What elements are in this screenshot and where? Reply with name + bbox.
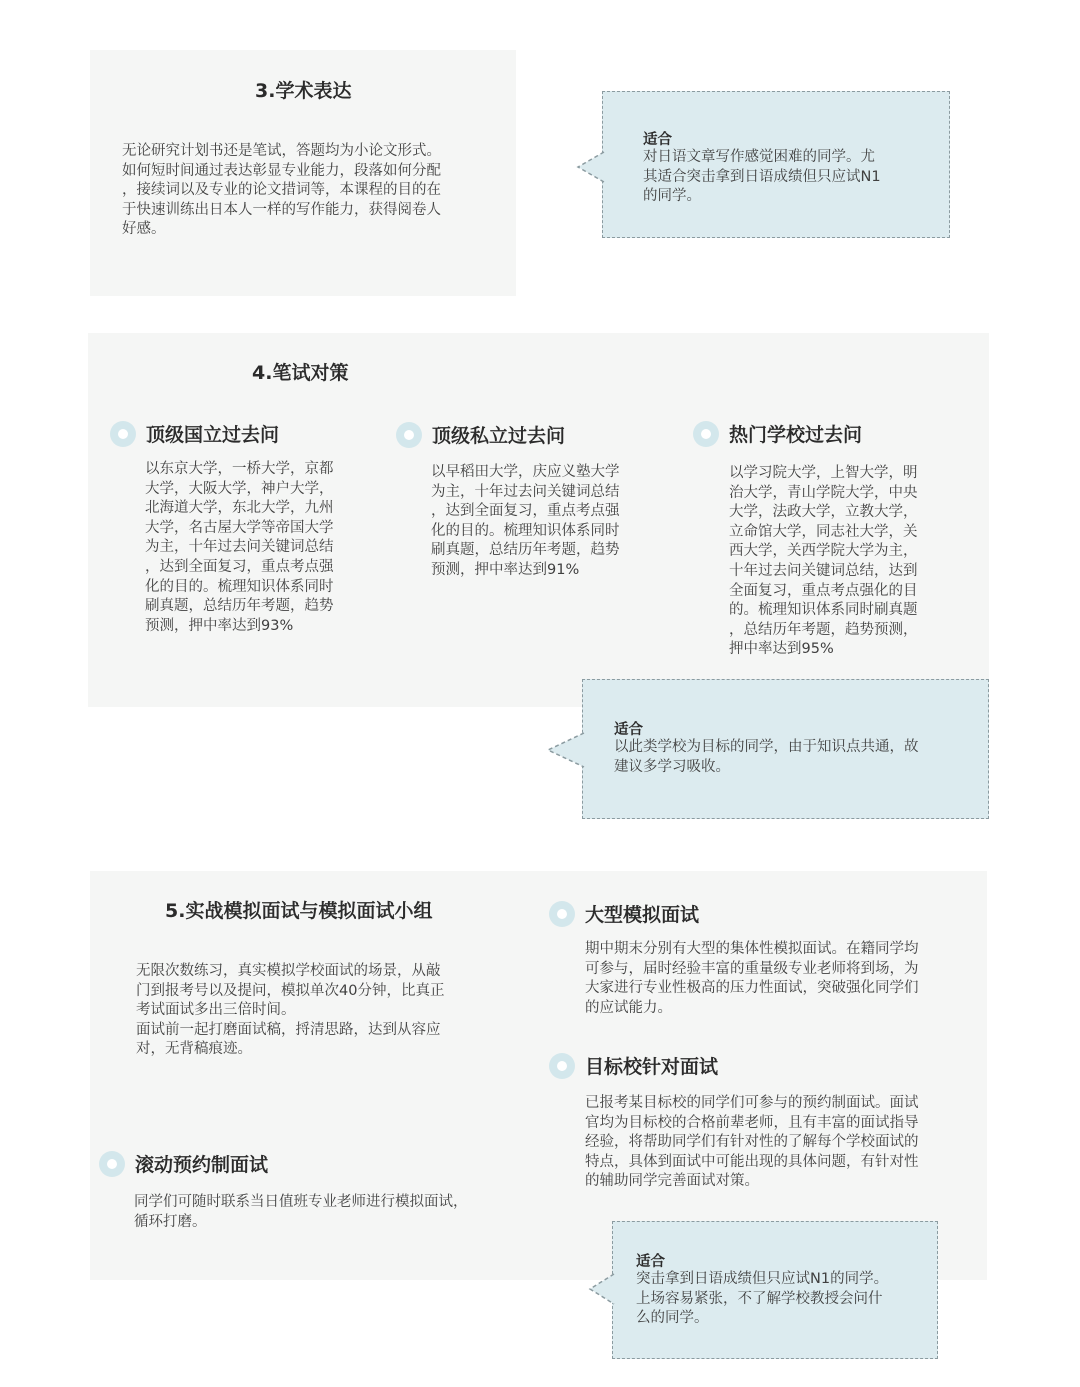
section-4-col-popular-title: 热门学校过去问 <box>729 424 863 446</box>
section-5-intro-line: 对，无背稿痕迹。 <box>136 1041 252 1058</box>
body-line: ，达到全面复习，重点考点强 <box>431 503 620 520</box>
body-line: 的。梳理知识体系同时刷真题 <box>729 602 918 619</box>
section-5-callout-line: 么的同学。 <box>636 1310 709 1327</box>
section-3-callout <box>602 91 950 238</box>
section-4-col-national-body <box>145 460 334 636</box>
circle-bullet-icon <box>693 421 719 447</box>
body-line: 以早稻田大学，庆应义塾大学 <box>431 464 620 480</box>
circle-bullet-icon <box>396 422 422 448</box>
section-5-title: 5.实战模拟面试与模拟面试小组 <box>165 900 433 922</box>
circle-bullet-icon <box>110 421 136 447</box>
body-line: 大家进行专业性极高的压力性面试，突破强化同学们 <box>585 980 919 997</box>
section-5-intro-line: 面试前一起打磨面试稿，捋清思路，达到从容应 <box>136 1021 441 1038</box>
section-4-callout-pointer <box>546 731 586 769</box>
body-line: 治大学，青山学院大学，中央 <box>729 484 918 501</box>
body-line: 十年过去问关键词总结，达到 <box>729 562 918 579</box>
section-5-large-title: 大型模拟面试 <box>585 904 700 926</box>
section-4-callout-line: 以此类学校为目标的同学，由于知识点共通，故 <box>614 739 919 755</box>
body-line: 大学，名古屋大学等帝国大学 <box>145 519 334 536</box>
body-line: 预测，押中率达到93% <box>145 617 294 634</box>
section-5-intro-line: 考试面试多出三倍时间。 <box>136 1002 296 1019</box>
body-line: 特点，具体到面试中可能出现的具体问题，有针对性 <box>585 1153 919 1170</box>
section-3-body-line: ，接续词以及专业的论文措词等，本课程的目的在 <box>122 182 441 199</box>
circle-bullet-icon <box>549 1053 575 1079</box>
body-line: 以东京大学，一桥大学，京都 <box>145 461 334 477</box>
body-line: 循环打磨。 <box>134 1213 207 1230</box>
body-line: ，总结历年考题，趋势预测， <box>729 621 918 638</box>
body-line: ，达到全面复习，重点考点强 <box>145 558 334 575</box>
section-5-callout-text <box>636 1270 888 1329</box>
section-5-large-body <box>585 940 919 1018</box>
body-line: 为主，十年过去问关键词总结 <box>145 539 334 556</box>
section-3-body-line: 如何短时间通过表达彰显专业能力，段落如何分配 <box>122 162 441 179</box>
section-3-callout-line: 的同学。 <box>643 188 701 205</box>
body-line: 大学，法政大学，立教大学， <box>729 504 918 521</box>
section-5-rolling-title: 滚动预约制面试 <box>135 1154 269 1176</box>
section-4-col-national <box>110 420 279 447</box>
section-5-callout-label: 适合 <box>636 1254 665 1270</box>
section-4-col-popular <box>693 420 862 447</box>
body-line: 可参与，届时经验丰富的重量级专业老师将到场，为 <box>585 960 919 977</box>
section-4-col-popular-body <box>729 464 918 660</box>
body-line: 经验，将帮助同学们有针对性的了解每个学校面试的 <box>585 1134 919 1151</box>
body-line: 期中期末分别有大型的集体性模拟面试。在籍同学均 <box>585 941 919 957</box>
section-4-title: 4.笔试对策 <box>252 362 349 384</box>
section-3-body-line: 好感。 <box>122 221 166 238</box>
section-5-rolling-body <box>134 1193 468 1232</box>
section-5-intro-line: 无限次数练习，真实模拟学校面试的场景，从敲 <box>136 963 441 979</box>
section-5-rolling <box>99 1150 268 1177</box>
section-3-body <box>122 142 441 240</box>
section-4-callout-label: 适合 <box>614 722 643 738</box>
section-5-target-title: 目标校针对面试 <box>585 1056 719 1078</box>
body-line: 同学们可随时联系当日值班专业老师进行模拟面试， <box>134 1194 468 1210</box>
section-5-callout-line: 上场容易紧张，不了解学校教授会问什 <box>636 1290 883 1307</box>
body-line: 官均为目标校的合格前辈老师，且有丰富的面试指导 <box>585 1114 919 1131</box>
section-4-col-national-title: 顶级国立过去问 <box>146 424 280 446</box>
section-4-callout-line: 建议多学习吸收。 <box>614 758 730 775</box>
body-line: 立命馆大学，同志社大学，关 <box>729 523 918 540</box>
section-5-target-body <box>585 1094 919 1192</box>
section-3-body-line: 于快速训练出日本人一样的写作能力，获得阅卷人 <box>122 201 441 218</box>
body-line: 为主，十年过去问关键词总结 <box>431 483 620 500</box>
circle-bullet-icon <box>549 901 575 927</box>
body-line: 化的目的。梳理知识体系同时 <box>145 578 334 595</box>
section-3-callout-text <box>643 148 881 207</box>
section-4-callout-text <box>614 738 919 777</box>
section-3-callout-line: 对日语文章写作感觉困难的同学。尤 <box>643 149 875 165</box>
body-line: 押中率达到95% <box>729 641 834 658</box>
body-line: 全面复习，重点考点强化的目 <box>729 582 918 599</box>
section-5-callout-pointer <box>588 1272 616 1306</box>
body-line: 以学习院大学，上智大学，明 <box>729 465 918 481</box>
body-line: 北海道大学，东北大学，九州 <box>145 500 334 517</box>
section-3-callout-line: 其适合突击拿到日语成绩但只应试N1 <box>643 168 881 185</box>
section-3-body-line: 无论研究计划书还是笔试，答题均为小论文形式。 <box>122 143 441 159</box>
section-5-target <box>549 1052 718 1079</box>
section-4-col-private-title: 顶级私立过去问 <box>432 425 566 447</box>
body-line: 的应试能力。 <box>585 999 672 1016</box>
section-4-col-private <box>396 421 565 448</box>
section-5-callout <box>612 1221 938 1359</box>
section-3-callout-pointer <box>576 150 606 184</box>
section-4-col-private-body <box>431 463 620 581</box>
section-5-callout-line: 突击拿到日语成绩但只应试N1的同学。 <box>636 1271 889 1287</box>
body-line: 西大学，关西学院大学为主， <box>729 543 918 560</box>
section-5-intro <box>136 962 444 1060</box>
section-3-title: 3.学术表达 <box>255 80 352 102</box>
section-5-large <box>549 900 699 927</box>
body-line: 刷真题，总结历年考题，趋势 <box>431 542 620 559</box>
section-3-callout-label: 适合 <box>643 132 672 148</box>
body-line: 预测，押中率达到91% <box>431 561 580 578</box>
section-4-callout <box>582 679 989 819</box>
body-line: 的辅助同学完善面试对策。 <box>585 1173 759 1190</box>
section-5-intro-line: 门到报考号以及提问，模拟单次40分钟，比真正 <box>136 982 445 999</box>
body-line: 化的目的。梳理知识体系同时 <box>431 522 620 539</box>
body-line: 大学，大阪大学，神户大学， <box>145 480 334 497</box>
body-line: 已报考某目标校的同学们可参与的预约制面试。面试 <box>585 1095 919 1111</box>
circle-bullet-icon <box>99 1151 125 1177</box>
body-line: 刷真题，总结历年考题，趋势 <box>145 598 334 615</box>
